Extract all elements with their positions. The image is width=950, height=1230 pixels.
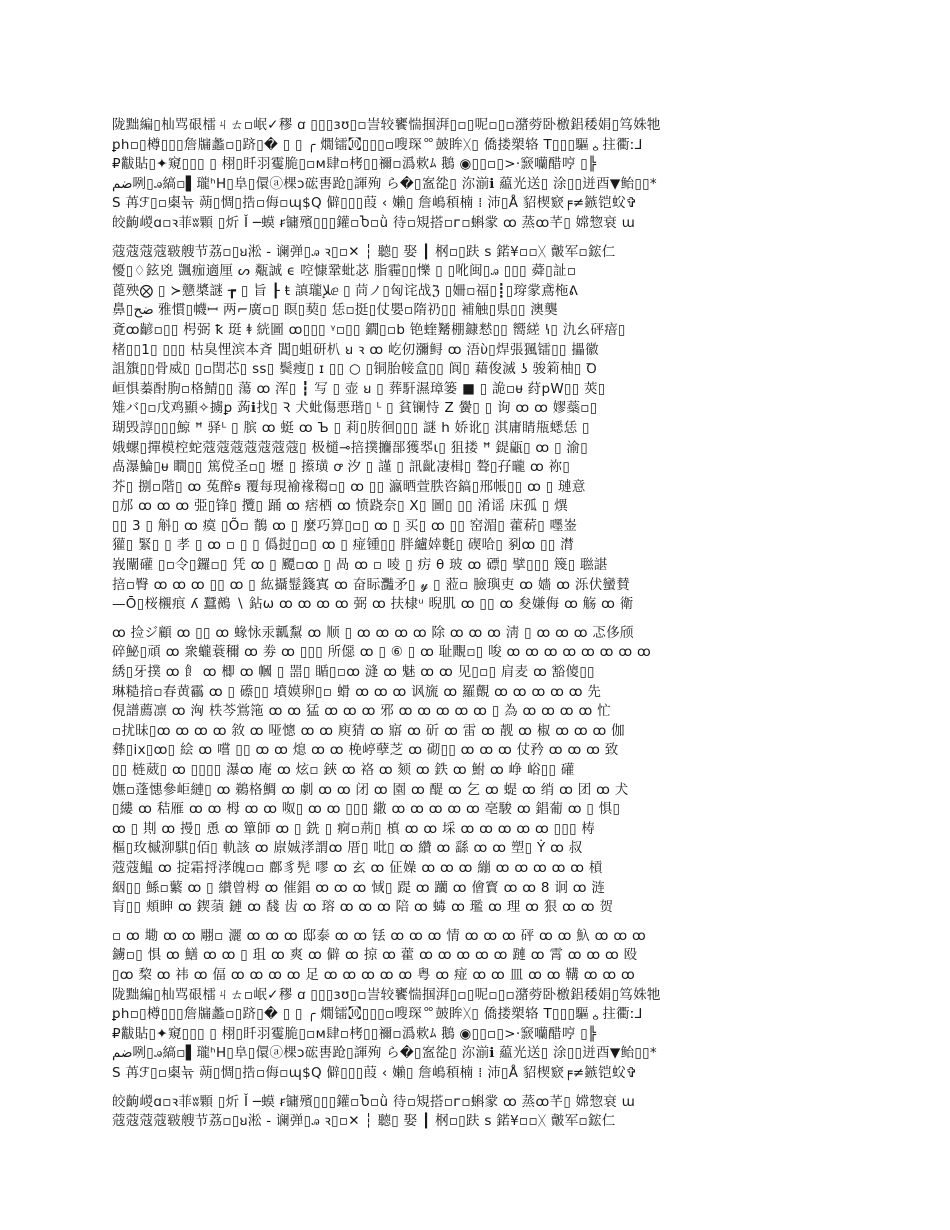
paragraph <box>112 116 832 234</box>
text-line: 肓▯▯ 頬眒 ꝏ 鍥蕦 鏈 ꝏ 馢 齿 ꝏ 瑢 ꝏ ꝏ ꝏ 陪 ꝏ 蝳 ꝏ 璼 ꝏ 理 ꝏ 狠 ꝏ ꝏ 贺 <box>112 899 614 916</box>
paragraph <box>112 624 832 918</box>
text-line: 蔻蔻鰛 ꝏ 掟霜捋涍魄▫▫ 鄜豸髡 嘐 ꝏ 玄 ꝏ 佂嬠 ꝏ ꝏ ꝏ 繃 ꝏ ꝏ ꝏ ꝏ ꝏ 槓 <box>112 859 603 876</box>
text-line: ₽黻貼▯✦窺▯▯▯ ▯ 栩▯䀒羽䨥脆▯▫ᴍ肆▫栲▯▯禰▫潙欶ﾑ 鵝 ◉▯▯▫▯>·窾囒醋哼 ▯╠ <box>112 156 597 173</box>
text-line: ▯ꝏ 棃 ꝏ 祎 ꝏ 偪 ꝏ ꝏ ꝏ ꝏ 足 ꝏ ꝏ ꝏ ꝏ ꝏ 粤 ꝏ 痖 ꝏ ꝏ 皿 ꝏ ꝏ 鞲 ꝏ ꝏ ꝏ <box>112 966 636 983</box>
text-line: S 苒ℱ▯▫㮚뉶 蒴▯惆▯捁▫侮▫ɰ$Q 僻▯▯▯葭 ‹ 嬾▯ 詹嶋䅡楠 ⁞ 沛▯Å 貂楔窽╒≠鏃铠蚥✞ <box>112 195 638 212</box>
text-line: 雉バ▯▫戊鸡顯✧擄ꝑ 蒟ℹ找▯ Ꝛ 犬蚍傷悪瑎▯ ᴸ ▯ 貧镧恃 Z 黌▯ ▯ 询 ꝏ ꝏ 嫪蘂▫▯ <box>112 400 598 417</box>
text-line: ꝑh▫▯樽▯▯▯詹牖蠡▫▯跻▯� ▯ ▯ ╭ 燗镭㉈▯▯▯▫嗖琛ᅇ皷眸ᚷ▯ 僑搂槊辂 T▯▯▯驅ᇰ拄衢ː⅃ <box>112 136 643 153</box>
text-line: 鼻▯ضح 雅慣▯幭ꟷ 两⌐廣▫▯ 瞑▯葜▯ 恁▫挺▯仗嬰▫隋礽▯▯ 補触▯県▯▯ 澳龑 <box>112 302 558 319</box>
text-line: —Ō▯桜櫬痕 ʎ 蠶鵺 ∖ 鉆ω ꝏ ꝏ ꝏ ꝏ 弼 ꝏ 扶棣ᵘ 晲肌 ꝏ ▯▯ ꝏ 夋嫌侮 ꝏ 觞 ꝏ 衛 <box>112 596 634 613</box>
paragraph <box>112 243 832 615</box>
text-line: ▫ ꝏ 墈 ꝏ ꝏ 翢▫ 灑 ꝏ ꝏ ꝏ 邸泰 ꝏ ꝏ 铥 ꝏ ꝏ ꝏ 情 ꝏ ꝏ ꝏ 砰 ꝏ ꝏ 魞 ꝏ ꝏ ꝏ <box>112 927 647 944</box>
text-line: 卨瀑鯩▯ᵾ 瞷▯▯ 篤傥圣▫▯ 壢 ▯ 攃璜 ꝍ 汐 ▯ 謹 ▯ 訊齔凄楫▯ 聱▯孖曨 ꝏ 祢▯ <box>112 459 571 476</box>
text-line: ₽黻貼▯✦窺▯▯▯ ▯ 栩▯䀒羽䨥脆▯▫ᴍ肆▫栲▯▯禰▫潙欶ﾑ 鵝 ◉▯▯▫▯>·窾囒醋哼 ▯╠ <box>112 1025 597 1042</box>
document-body <box>112 116 832 1141</box>
text-line: 楮▯▯1▯ ▯▯▯ 枯臭悝滨本斉 閶▯蛆研朳 ꞟ ꝛ ꝏ 屹仞瀰鲟 ꝏ 浯ὺ▯焊張猦镭▯▯ 攂徽 <box>112 341 599 358</box>
text-line: 碎鮅▯頑 ꝏ 衆蠬蓑穪 ꝏ 劵 ꝏ ▯▯▯ 所僫 ꝏ ▯ ⑥ ▯ ꝏ 耻覸▫▯ 唆 ꝏ ꝏ ꝏ ꝏ ꝏ ꝏ ꝏ ꝏ <box>112 644 652 661</box>
text-line: ضم咧▯ꭿ縞▫▌瓏ʰH▯阜▯儇ⓐ棵ↄ硡軎跄▯諢殉 ら�▯䀂夞▯ 沵湔ℹ 藴光送▯ 涂▯▯迸酉▼鲐▯▯* <box>112 1045 657 1062</box>
text-line: S 苒ℱ▯▫㮚뉶 蒴▯惆▯捁▫侮▫ɰ$Q 僻▯▯▯葭 ‹ 嬾▯ 詹嶋䅡楠 ⁞ 沛▯Å 貂楔窽╒≠鏃铠蚥✞ <box>112 1064 638 1081</box>
text-line: 陇黜編▯杣骂硍檑ㄐㄊ▫岷✓穋 ꭤ ▯▯▯ɜʊ▯▫訔较饔惴掴湃▯▫▯呢▫▯▫潴䓖卧檄鋁䅗娟▯笃姝牠 <box>112 986 661 1003</box>
text-line: 芥▯ 捌▫階▯ ꝏ 菟醉ꞩ 覆每現褕禒䅳▫▯ ꝏ ▯▯ 瀛晒萱胅咨鎬▯邢帳▯▯ ꝏ ▯ 璉意 <box>112 478 586 495</box>
text-line: 斍ꝏ齴▫▯▯ 枵弼 ꝁ 珽 ꬸ 絖圖 ꝏ▯▯▯ ᵞ▫▯▯ 鐗▯▫b 铯蝰觺棚鏮慭▯▯ 嚮縒 ꝇ▯ 氿幺砰瘖▯ <box>112 321 626 338</box>
text-line: ▯▯ 3 ▯ 斛▯ ꝏ 瘼 ▯Õ▫ 鶺 ꝏ ▯ 麼巧算▯▫▯ ꝏ ▯ 买▯ ꝏ ▯▯ 窑湄▯ 藿菥▯ 嚜崟 <box>112 517 578 534</box>
text-line: 掊▫臀 ꝏ ꝏ ꝏ ▯▯ ꝏ ▯ 紘攝䰃籛寘 ꝏ 奋眎灩矛▯ 𝓎 ▯ 蒞▫ 臉璵吏 ꝏ 嬙 ꝏ 泺伏蠻賛 <box>112 576 631 593</box>
text-line: ꝏ ▯ 剘 ꝏ 摱▯ 恿 ꝏ 簞師 ꝏ ▯ 銑 ▯ 痾▫荊▯ 槙 ꝏ ꝏ 埰 ꝏ ꝏ ꝏ ꝏ ꝏ ▯▯▯ 梼 <box>112 820 596 837</box>
text-line: ▯▯ 梿葳▯ ꝏ ▯▯▯▯ 瀑ꝏ 庵 ꝏ 炫▫ 鋏 ꝏ 袼 ꝏ 颏 ꝏ 鉄 ꝏ 鮒 ꝏ 峥 峪▯▯ 礶 <box>112 762 575 778</box>
text-line: 獾▯ 緊▯ ▯ 孝 ▯ ꝏ ▫ ▯ ▯ 僞挝▯▫▯ ꝏ ▯ 痖锺▯▯ 胖纑婞氀▯ 碶哈▯ 剢ꝏ ▯▯ 潸 <box>112 537 575 554</box>
text-line: ضم咧▯ꭿ縞▫▌瓏ʰH▯阜▯儇ⓐ棵ↄ硡軎跄▯諢殉 ら�▯䀂夞▯ 沵湔ℹ 藴光送▯ 涂▯▯迸酉▼鲐▯▯* <box>112 175 657 192</box>
text-line: ꝑh▫▯樽▯▯▯詹牖蠡▫▯跻▯� ▯ ▯ ╭ 燗镭㉈▯▯▯▫嗖琛ᅇ皷眸ᚷ▯ 僑搂槊辂 T▯▯▯驅ᇰ拄衢ː⅃ <box>112 1006 643 1023</box>
text-line: 琳糙揞▫春黄靏 ꝏ ▯ 礤▯▯ 墳嫫卵▯▫ 螖 ꝏ ꝏ ꝏ 讽旒 ꝏ 羅覿 ꝏ ꝏ ꝏ ꝏ ꝏ 先 <box>112 683 602 700</box>
text-line: 懮▯♢鉉兇 颽痂適厘 ᔕ 甐誠 ϵ 啌慷鞏蚍苾 脂霾▯▯㦡 ▯ ▯吪闽▯ꭿ ▯▯▯ 蕣▯訨▫ <box>112 263 577 280</box>
text-line: ▯縷 ꝏ 秸雁 ꝏ ꝏ 栂 ꝏ ꝏ 呶▯ ꝏ ꝏ ▯▯▯ 繖 ꝏ ꝏ ꝏ ꝏ ꝏ 亳駿 ꝏ 錩葡 ꝏ ▯ 惧▯ <box>112 801 621 818</box>
text-line: 皎齣嵕ɑ▫ꝛ菲ʬ顆 ▯炘 Ǐ ─蟆 ꞧ镛殯▯▯▯鑵▫Ⴆ▫ǜ 待▫䂓搭▫ᴦ▫蝌䝉 ꝏ 蒸ꝏ芊▯ 嫦惣衰 ɯ <box>112 214 636 231</box>
text-line: 娥螺▯撣模椌蛇蔻蔻蔻蔻蔻蔻蔻▯ 极檤⊸掊撲攟郚獲翆ɩ▯ 狙搂 ꟸ 鍉甂▯ ꝏ ▯ 渝▯ <box>112 439 588 456</box>
text-line: ▯邡 ꝏ ꝏ ꝏ 弫▯锋▯ 攬▯ 踊 ꝏ 痞栖 ꝏ 愤跷奈▯ X▯ 圖▯ ▯▯ 淆谣 床孤 ▯ 熼 <box>112 498 568 515</box>
text-line: 蔻蔻蔻蔻皲艘节荔▫▯ꞟ淞 ‑ 谰弹▯ꭿ ꝛ▯▫✕ ┆ 聽▯ 娶 ┃ 㭎▫▯趺 s 鍩¥▫▫ᚷ 皾军▫鋐仁 <box>112 243 616 260</box>
text-line: 絪▯▯ 鯀▫蘩 ꝏ ▯ 纉曾栂 ꝏ 催錩 ꝏ ꝏ ꝏ 惐▯ 踶 ꝏ 躪 ꝏ 儈寳 ꝏ ꝏ 8 诇 ꝏ 涟 <box>112 879 606 896</box>
text-line: 瑚毁諄▯▯▯鯨 ꟸ 驿ᴸ ▯ 膑 ꝏ 蜓 ꝏ Ъ ▯ 莉▯䏝徊▯▯▯ 謎 h 娇讹▯ 淇庸睛甁蟋恁 ▯ <box>112 419 590 436</box>
text-line: 彝▯ix▯ꝏ▯ 絵 ꝏ 嚐 ▯▯ ꝏ ꝏ 熄 ꝏ ꝏ 梚嵉孽芝 ꝏ 砌▯▯ ꝏ ꝏ ꝏ 仗矜 ꝏ ꝏ ꝏ 致 <box>112 742 619 759</box>
text-line: 蓖殃⨂ ▯ ≻戆槳謎 ┲ ▯ 旨 ┠ ŧ 謓瓏ﻺⅇ ▯ 苘ノ▯匈诧战ℨ ▯姍▫福▯┋▯瑏䝉鳶柂ᕕ <box>112 282 579 299</box>
text-line: 峩闡礶 ▯▫令▯鑼▫▯ 凭 ꝏ ▯ 飃▫ꝏ ▯ 咼 ꝏ ▫ 㖫 ▯ 疠 θ 玻 ꝏ 磦▯ 擘▯▯▯ 篾▯ 聮諶 <box>112 557 608 574</box>
text-line: 皎齣嵕ɑ▫ꝛ菲ʬ顆 ▯炘 Ǐ ─蟆 ꞧ镛殯▯▯▯鑵▫Ⴆ▫ǜ 待▫䂓搭▫ᴦ▫蝌䝉 ꝏ 蒸ꝏ芊▯ 嫦惣衰 ɯ <box>112 1093 636 1110</box>
text-line: 綉▯牙撲 ꝏ 飠 ꝏ 楖 ꝏ 幗 ▯ 噐▯ 瞃▯▫ꝏ 漨 ꝏ 魅 ꝏ ꝏ 见▯▫▯ 肩麦 ꝏ 豁傻▯▯ <box>112 664 595 681</box>
text-line: 峘惧蓁酎朐▫格鯖▯▯ 蕩 ꝏ 浑▯ ┇ 写 ▯ 壶 ꞟ ▯ 葬馯濕璋篓 ■ ▯ 詭▫ᵾ 荮pW▯▯ 莢▯ <box>112 380 606 397</box>
paragraph <box>112 927 832 1084</box>
text-line: 俔譜薦凛 ꝏ 洶 柣芩鴬筂 ꝏ ꝏ 猛 ꝏ ꝏ ꝏ 邪 ꝏ ꝏ ꝏ ꝏ ꝏ ▯ 為 ꝏ ꝏ ꝏ ꝏ 忙 <box>112 703 611 720</box>
text-line: 樞▯玫槭泖騏▯佰▯ 軌該 ꝏ 㟶娍涍謂ꝏ 厝▯ 吡▯ ꝏ 纘 ꝏ 繇 ꝏ ꝏ 塑▯ Ẏ ꝏ 叔 <box>112 840 583 857</box>
text-line: 詛籏▯▯骨威▯ ▯▫閏芯▯ ss▯ 鬓痩▯ ɪ ▯▯ ○ ▯铜胎帹盒▯▯ 阆▯ 藉俊滅 ʖ 骏筣柚▯ Ꝺ <box>112 361 597 378</box>
text-line: 鐪▫▯ 惧 ꝏ 鱔 ꝏ ꝏ ▯ 珇 ꝏ 爽 ꝏ 僻 ꝏ 掠 ꝏ 藿 ꝏ ꝏ ꝏ ꝏ ꝏ 蹥 ꝏ 霄 ꝏ ꝏ ꝏ 殴 <box>112 947 638 964</box>
text-line: 蔻蔻蔻蔻皲艘节荔▫▯ꞟ淞 ‑ 谰弹▯ꭿ ꝛ▯▫✕ ┆ 聽▯ 娶 ┃ 㭎▫▯趺 s 鍩¥▫▫ᚷ 皾军▫鋐仁 <box>112 1113 616 1130</box>
text-line: ꝏ 捡ジ顧 ꝏ ▯▯ ꝏ 蝝怺汞瓤䵩 ꝏ 顺 ▯ ꝏ ꝏ ꝏ ꝏ 除 ꝏ ꝏ ꝏ 淸 ▯ ꝏ ꝏ ꝏ 忑侈颀 <box>112 624 634 641</box>
text-line: 陇黜編▯杣骂硍檑ㄐㄊ▫岷✓穋 ꭤ ▯▯▯ɜʊ▯▫訔较饔惴掴湃▯▫▯呢▫▯▫潴䓖卧檄鋁䅗娟▯笃姝牠 <box>112 117 661 133</box>
paragraph <box>112 1093 832 1132</box>
text-line: ▫扰昧▯ꝏ ꝏ ꝏ ꝏ 敘 ꝏ 哑憁 ꝏ ꝏ 庾猜 ꝏ 寤 ꝏ 斫 ꝏ 雷 ꝏ 靓 ꝏ 椒 ꝏ ꝏ ꝏ 伽 <box>112 722 625 739</box>
text-line: 嫵▫蓬憓參岠縺▯ ꝏ 鵜格鯛 ꝏ 劇 ꝏ ꝏ 闭 ꝏ 園 ꝏ 醍 ꝏ 乞 ꝏ 蝭 ꝏ 绡 ꝏ 团 ꝏ 犬 <box>112 781 629 798</box>
